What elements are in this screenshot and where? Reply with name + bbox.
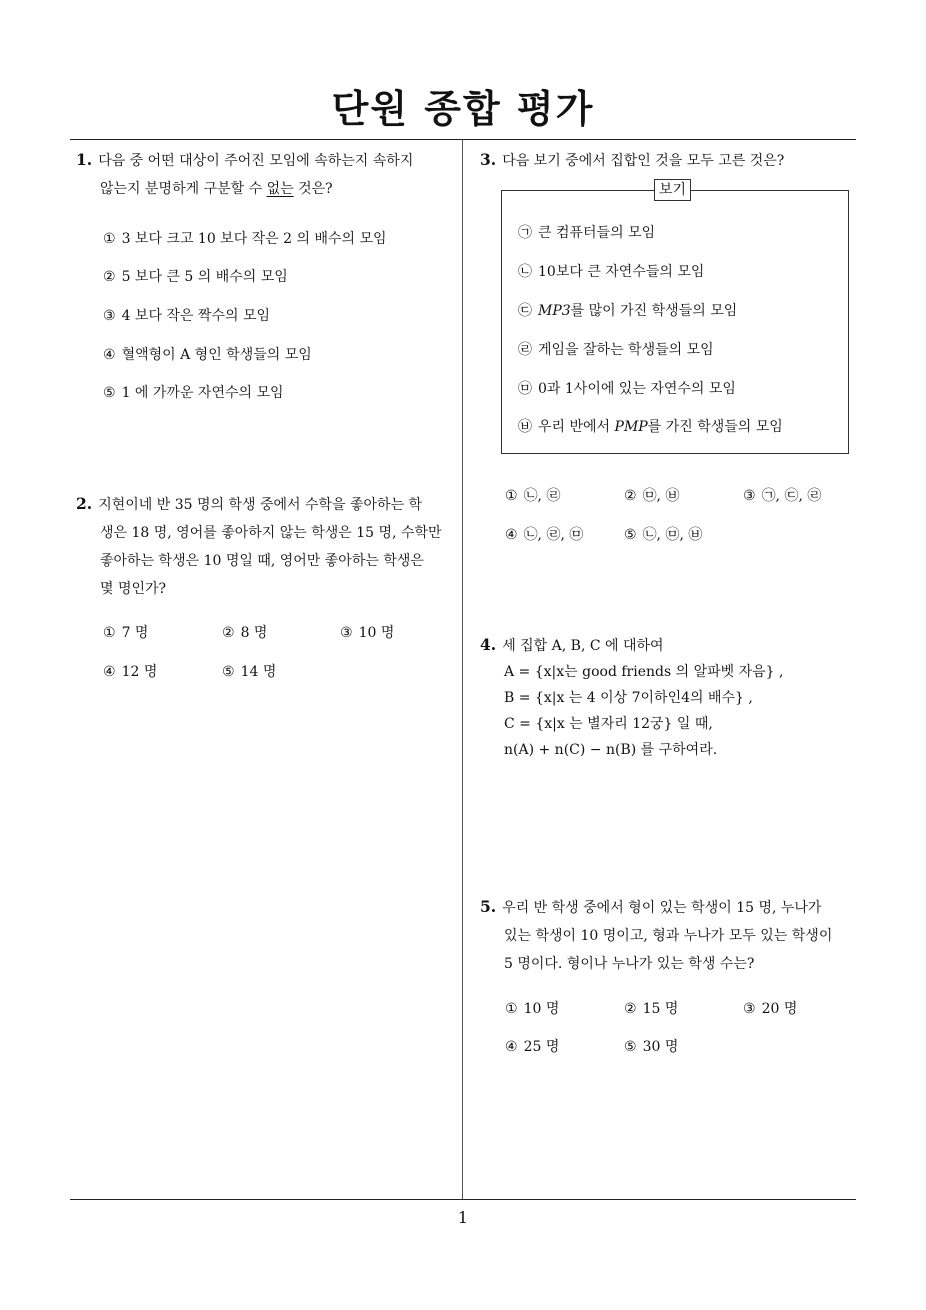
question-4 [480,632,860,763]
bottom-rule [70,1199,856,1200]
q3-option-4[interactable] [505,524,583,544]
question-4-number: 4. [480,635,497,654]
box-item-3-math: MP3 [538,303,571,319]
q5-option-4-text: 25 명 [523,1039,560,1055]
box-item-4-mark: ㉣ [518,342,532,358]
q2-option-3[interactable] [340,622,394,642]
q3-option-2[interactable] [624,485,679,505]
q2-option-5-text: 14 명 [240,664,277,680]
q3-option-1[interactable] [505,485,560,505]
q1-option-5-mark: ⑤ [103,385,116,401]
box-item-4-text: 게임을 잘하는 학생들의 모임 [538,342,714,358]
question-4-set-c: C = {x|x 는 별자리 12궁} 일 때, [504,716,713,732]
q5-option-5[interactable] [624,1036,678,1056]
box-item-5-text: 0과 1사이에 있는 자연수의 모임 [538,381,736,397]
q5-option-5-mark: ⑤ [624,1039,637,1055]
question-2-line3: 좋아하는 학생은 10 명일 때, 영어만 좋아하는 학생은 [100,553,424,569]
q5-option-1[interactable] [505,998,559,1018]
box-item-6 [518,416,783,436]
question-2-line1: 지현이네 반 35 명의 학생 중에서 수학을 좋아하는 학 [98,497,423,513]
question-2-number: 2. [76,494,93,513]
q5-option-1-text: 10 명 [523,1001,560,1017]
question-1-text-line2b: 것은? [293,181,333,197]
question-5 [480,893,864,978]
q3-option-3-text: ㉠, ㉢, ㉣ [761,488,822,504]
question-3-number: 3. [480,150,497,169]
question-4-set-b: B = {x|x 는 4 이상 7이하인4의 배수} , [504,690,753,706]
question-1-underlined-word: 없는 [266,181,294,197]
question-5-line2: 있는 학생이 10 명이고, 형과 누나가 모두 있는 학생이 [504,928,833,944]
q3-option-1-mark: ① [505,488,518,504]
box-item-6-math: PMP [614,419,648,435]
q2-option-5-mark: ⑤ [222,664,235,680]
q2-option-3-mark: ③ [340,625,353,641]
q1-option-1[interactable] [103,228,387,248]
question-2-line2: 생은 18 명, 영어를 좋아하지 않는 학생은 15 명, 수학만 [100,525,442,541]
question-5-line3: 5 명이다. 형이나 누나가 있는 학생 수는? [504,956,755,972]
q2-option-1-mark: ① [103,625,116,641]
q1-option-3[interactable] [103,305,270,325]
box-item-1 [518,222,655,242]
box-item-5 [518,378,736,398]
question-2 [76,490,460,603]
q2-option-2-mark: ② [222,625,235,641]
box-item-4 [518,339,714,359]
q1-option-3-text: 4 보다 작은 짝수의 모임 [121,308,270,324]
q1-option-2[interactable] [103,266,288,286]
box-item-1-mark: ㉠ [518,225,532,241]
column-divider [462,139,463,1200]
q3-option-3-mark: ③ [743,488,756,504]
q2-option-4-text: 12 명 [121,664,158,680]
q5-option-2-mark: ② [624,1001,637,1017]
q5-option-4[interactable] [505,1036,559,1056]
q2-option-2[interactable] [222,622,267,642]
question-4-set-a: A = {x|x는 good friends 의 알파벳 자음} , [504,664,784,680]
q1-option-5[interactable] [103,382,284,402]
q3-option-4-text: ㉡, ㉣, ㉤ [523,527,584,543]
q5-option-3[interactable] [743,998,797,1018]
question-1-number: 1. [76,150,93,169]
q3-option-4-mark: ④ [505,527,518,543]
box-item-6-pre: 우리 반에서 [538,419,615,435]
q5-option-4-mark: ④ [505,1039,518,1055]
question-1 [76,146,460,203]
box-item-2 [518,261,704,281]
page-title: 단원 종합 평가 [331,87,595,131]
q3-option-1-text: ㉡, ㉣ [523,488,561,504]
q1-option-4-text: 혈액형이 A 형인 학생들의 모임 [121,347,312,363]
q2-option-4[interactable] [103,661,157,681]
top-rule [70,139,856,140]
page-number: 1 [457,1208,469,1227]
box-item-3-mark: ㉢ [518,303,532,319]
q5-option-2[interactable] [624,998,678,1018]
q2-option-2-text: 8 명 [240,625,268,641]
q1-option-2-mark: ② [103,269,116,285]
q5-option-1-mark: ① [505,1001,518,1017]
q2-option-5[interactable] [222,661,276,681]
question-4-line1: 세 집합 A, B, C 에 대하여 [502,638,664,654]
question-5-line1: 우리 반 학생 중에서 형이 있는 학생이 15 명, 누나가 [502,900,822,916]
q1-option-5-text: 1 에 가까운 자연수의 모임 [121,385,284,401]
box-item-6-mark: ㉥ [518,419,532,435]
box-item-6-text: 를 가진 학생들의 모임 [647,419,783,435]
box-item-3-text: 를 많이 가진 학생들의 모임 [570,303,738,319]
q2-option-4-mark: ④ [103,664,116,680]
q1-option-4[interactable] [103,344,312,364]
q3-option-3[interactable] [743,485,821,505]
question-1-text-line1: 다음 중 어떤 대상이 주어진 모임에 속하는지 속하지 [98,153,414,169]
q3-option-5-mark: ⑤ [624,527,637,543]
question-4-expression: n(A) + n(C) − n(B) 를 구하여라. [504,742,718,758]
q5-option-3-text: 20 명 [761,1001,798,1017]
q2-option-1[interactable] [103,622,148,642]
question-2-line4: 몇 명인가? [100,581,167,597]
question-5-number: 5. [480,897,497,916]
q5-option-2-text: 15 명 [642,1001,679,1017]
q5-option-5-text: 30 명 [642,1039,679,1055]
q1-option-3-mark: ③ [103,308,116,324]
q1-option-1-mark: ① [103,231,116,247]
box-item-2-mark: ㉡ [518,264,532,280]
q3-option-2-text: ㉤, ㉥ [642,488,680,504]
box-item-2-text: 10보다 큰 자연수들의 모임 [538,264,705,280]
q1-option-4-mark: ④ [103,347,116,363]
question-1-text-line2a: 않는지 분명하게 구분할 수 [100,181,267,197]
q2-option-1-text: 7 명 [121,625,149,641]
q1-option-2-text: 5 보다 큰 5 의 배수의 모임 [121,269,288,285]
box-item-1-text: 큰 컴퓨터들의 모임 [538,225,656,241]
box-item-5-mark: ㉤ [518,381,532,397]
q3-option-5[interactable] [624,524,702,544]
q3-option-5-text: ㉡, ㉤, ㉥ [642,527,703,543]
example-box-label: 보기 [654,179,691,201]
box-item-3 [518,300,737,320]
q3-option-2-mark: ② [624,488,637,504]
question-3 [480,146,860,175]
question-3-text: 다음 보기 중에서 집합인 것을 모두 고른 것은? [502,153,785,169]
q2-option-3-text: 10 명 [358,625,395,641]
q1-option-1-text: 3 보다 크고 10 보다 작은 2 의 배수의 모임 [121,231,387,247]
q5-option-3-mark: ③ [743,1001,756,1017]
